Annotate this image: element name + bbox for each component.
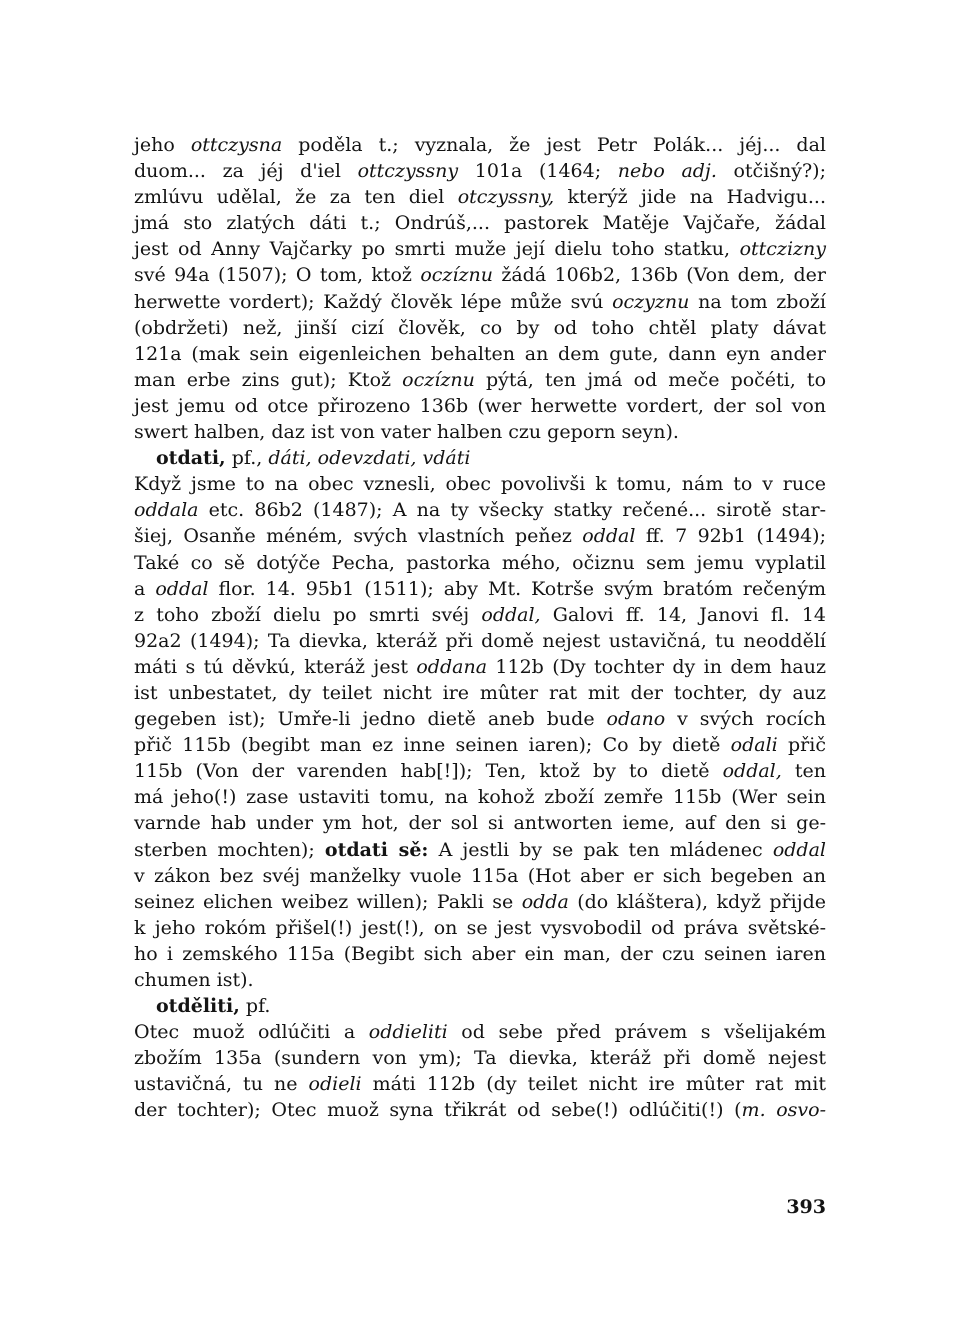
text-segment: chumen ist). — [134, 969, 254, 991]
text-line — [134, 889, 826, 915]
text-segment: máti s tú děvkú, kteráž jest — [134, 655, 417, 678]
cited-form: oddana — [416, 655, 488, 678]
cited-form: dáti, odevzdati, vdáti — [268, 447, 471, 470]
text-segment: Když jsme to na obec vznesli, obec povolivši k tomu, nám to v ruce — [134, 473, 826, 496]
text-segment: z toho zboží dielu po smrti svéj — [134, 603, 482, 626]
cited-form: oczyznu — [612, 290, 690, 313]
text-line — [134, 471, 826, 497]
text-line — [134, 602, 826, 628]
text-line — [134, 419, 826, 445]
text-segment: herwette vordert); Každý člověk lépe může svú — [134, 290, 613, 313]
text-line — [134, 576, 826, 602]
text-segment: na tom zboží — [689, 290, 826, 313]
text-segment: máti 112b (dy teilet nicht ire mûter rat mit — [361, 1073, 827, 1096]
text-segment: své 94a (1507); O tom, ktož — [134, 264, 421, 287]
text-line — [134, 863, 826, 889]
text-segment: jest jemu od otce přirozeno 136b (wer herwette vordert, der sol von — [134, 394, 826, 417]
cited-form: oczíznu — [420, 264, 493, 287]
entry-headword-line — [134, 445, 826, 471]
text-line — [134, 550, 826, 576]
text-line — [134, 1071, 826, 1097]
text-segment: žádá 106b2, 136b (Von dem, der — [492, 264, 826, 287]
text-line — [134, 367, 826, 393]
text-segment: der tochter); Otec muož syna třikrát od sebe(!) odlúčiti(!) ( — [134, 1099, 742, 1122]
text-line — [134, 523, 826, 549]
text-line — [134, 262, 826, 288]
cited-form: ottczysna — [190, 134, 283, 156]
text-segment: 92a2 (1494); Ta dievka, kteráž při domě nejest ustavičná, tu neoddělí — [134, 629, 826, 652]
text-segment: v zákon bez svéj manželky vuole 115a (Hot aber er sich begeben an — [134, 864, 826, 887]
text-line — [134, 837, 826, 863]
text-segment: k jeho rokóm přišel(!) jest(!), on se jest vysvobodil od práva světské- — [134, 916, 826, 939]
text-segment: jeho — [134, 134, 191, 156]
text-segment: varnde hab under ym hot, der sol si antworten ieme, auf den si ge- — [134, 812, 826, 835]
text-segment: ten — [781, 760, 826, 783]
text-segment: Galovi ff. 14, Janovi fl. 14 — [540, 603, 826, 626]
text-segment: gegeben ist); Umře-li jedno dietě aneb bude — [134, 708, 607, 731]
text-line — [134, 315, 826, 341]
text-segment: duom... za jéj d'iel — [134, 160, 358, 183]
text-line — [134, 497, 826, 523]
page-number: 393 — [786, 1196, 826, 1218]
text-segment: 101a (1464; — [458, 160, 618, 183]
text-line — [134, 158, 826, 184]
text-segment: od sebe před právem s všelijakém — [447, 1021, 826, 1044]
text-line — [134, 680, 826, 706]
text-segment: Otec muož odlúčiti a — [134, 1021, 369, 1044]
text-line — [134, 132, 826, 158]
text-segment: kterýž jide na Hadvigu... — [554, 186, 826, 209]
text-segment: 121a (mak sein eigenleichen behalten an dem gute, dann eyn ander — [134, 342, 826, 365]
text-segment: zmlúvu udělal, že za ten diel — [134, 186, 458, 209]
text-segment: má jeho(!) zase ustaviti tomu, na kohož zboží zemře 115b (Wer sein — [134, 786, 826, 809]
text-segment: jest od Anny Vajčarky po smrti muže její dielu toho statku, — [134, 238, 740, 261]
cited-form: nebo adj. — [617, 160, 717, 183]
cited-form: oddieliti — [368, 1021, 448, 1044]
text-line — [134, 758, 826, 784]
text-line — [134, 236, 826, 262]
text-segment: 112b (Dy tochter dy in dem hauz — [487, 655, 826, 678]
headword: otdati sě: — [324, 838, 429, 861]
cited-form: otczyssny, — [457, 186, 555, 209]
cited-form: ottczizny — [739, 238, 826, 261]
cited-form: oddal, — [481, 603, 541, 626]
text-segment: swert halben, daz ist von vater halben czu geporn seyn). — [134, 421, 679, 444]
cited-form: odieli — [308, 1073, 362, 1096]
text-segment: poděla t.; vyznala, že jest Petr Polák... jéj... dal — [282, 134, 826, 156]
text-segment: A jestli by se pak ten mládenec — [428, 838, 773, 861]
text-segment: flor. 14. 95b1 (1511); aby Mt. Kotrše svým bratóm rečeným — [208, 577, 826, 600]
text-segment: v svých rocích — [665, 708, 826, 731]
text-segment: ho i zemského 115a (Begibt sich aber ein man, der czu seinen iaren — [134, 942, 826, 965]
text-segment: (do kláštera), když přijde — [568, 890, 827, 913]
text-line — [134, 210, 826, 236]
text-segment: přič — [777, 734, 826, 757]
text-line — [134, 628, 826, 654]
cited-form: odda — [521, 890, 569, 913]
headword: otdati, — [156, 447, 226, 470]
text-line — [134, 732, 826, 758]
text-segment: man erbe zins gut); Ktož — [134, 368, 403, 391]
cited-form: ottczyssny — [357, 160, 459, 183]
cited-form: oddal — [155, 577, 209, 600]
text-segment: a — [134, 577, 156, 600]
cited-form: oddal, — [722, 760, 782, 783]
text-segment: ist unbestatet, dy teilet nicht ire mûter rat mit der tochter, dy auz — [134, 681, 826, 704]
text-line — [134, 341, 826, 367]
text-segment: seinez elichen weibez willen); Pakli se — [134, 890, 522, 913]
text-line — [134, 1097, 826, 1123]
text-segment: ff. 7 92b1 (1494); — [635, 525, 826, 548]
text-line — [134, 706, 826, 732]
text-line — [134, 1045, 826, 1071]
text-segment: 115b (Von der varenden hab[!]); Ten, ktož by to dietě — [134, 760, 723, 783]
cited-form: oddal — [582, 525, 636, 548]
text-segment: jmá sto zlatých dáti t.; Ondrúš,... pastorek Matěje Vajčaře, žádal — [134, 212, 826, 235]
text-line — [134, 1019, 826, 1045]
text-line — [134, 393, 826, 419]
cited-form: m. osvo- — [741, 1099, 826, 1122]
cited-form: odali — [730, 734, 778, 757]
text-segment: pf., — [225, 447, 269, 470]
text-segment: šiej, Osanňe méném, svých vlastních peňez — [134, 525, 583, 548]
text-segment: pf. — [239, 995, 271, 1018]
text-segment: sterben mochten); — [134, 838, 325, 861]
text-line — [134, 784, 826, 810]
text-segment: ustavičná, tu ne — [134, 1073, 309, 1096]
text-segment: pýtá, ten jmá od meče počéti, to — [474, 368, 827, 391]
text-segment: etc. 86b2 (1487); A na ty všecky statky rečené... sirotě star- — [198, 499, 826, 522]
text-line — [134, 810, 826, 836]
text-segment: zbožím 135a (sundern von ym); Ta dievka, kteráž při domě nejest — [134, 1047, 826, 1070]
headword: otděliti, — [156, 995, 240, 1018]
text-line — [134, 289, 826, 315]
cited-form: oddala — [134, 499, 199, 522]
entry-headword-line — [134, 993, 826, 1019]
text-segment: přič 115b (begibt man ez inne seinen iaren); Co by dietě — [134, 734, 731, 757]
cited-form: odano — [606, 708, 666, 731]
text-line — [134, 184, 826, 210]
cited-form: oczíznu — [402, 368, 475, 391]
text-line — [134, 941, 826, 967]
text-line — [134, 915, 826, 941]
text-segment: Také co sě dotýče Pecha, pastorka mého, očiznu sem jemu vyplatil — [134, 551, 826, 574]
text-segment: otčišný?); — [716, 160, 826, 183]
text-segment: (obdržeti) než, jinší cizí člověk, co by od toho chtěl platy dávat — [134, 316, 826, 339]
dictionary-text — [134, 132, 826, 1124]
text-line — [134, 654, 826, 680]
text-line — [134, 967, 826, 993]
cited-form: oddal — [772, 838, 826, 861]
